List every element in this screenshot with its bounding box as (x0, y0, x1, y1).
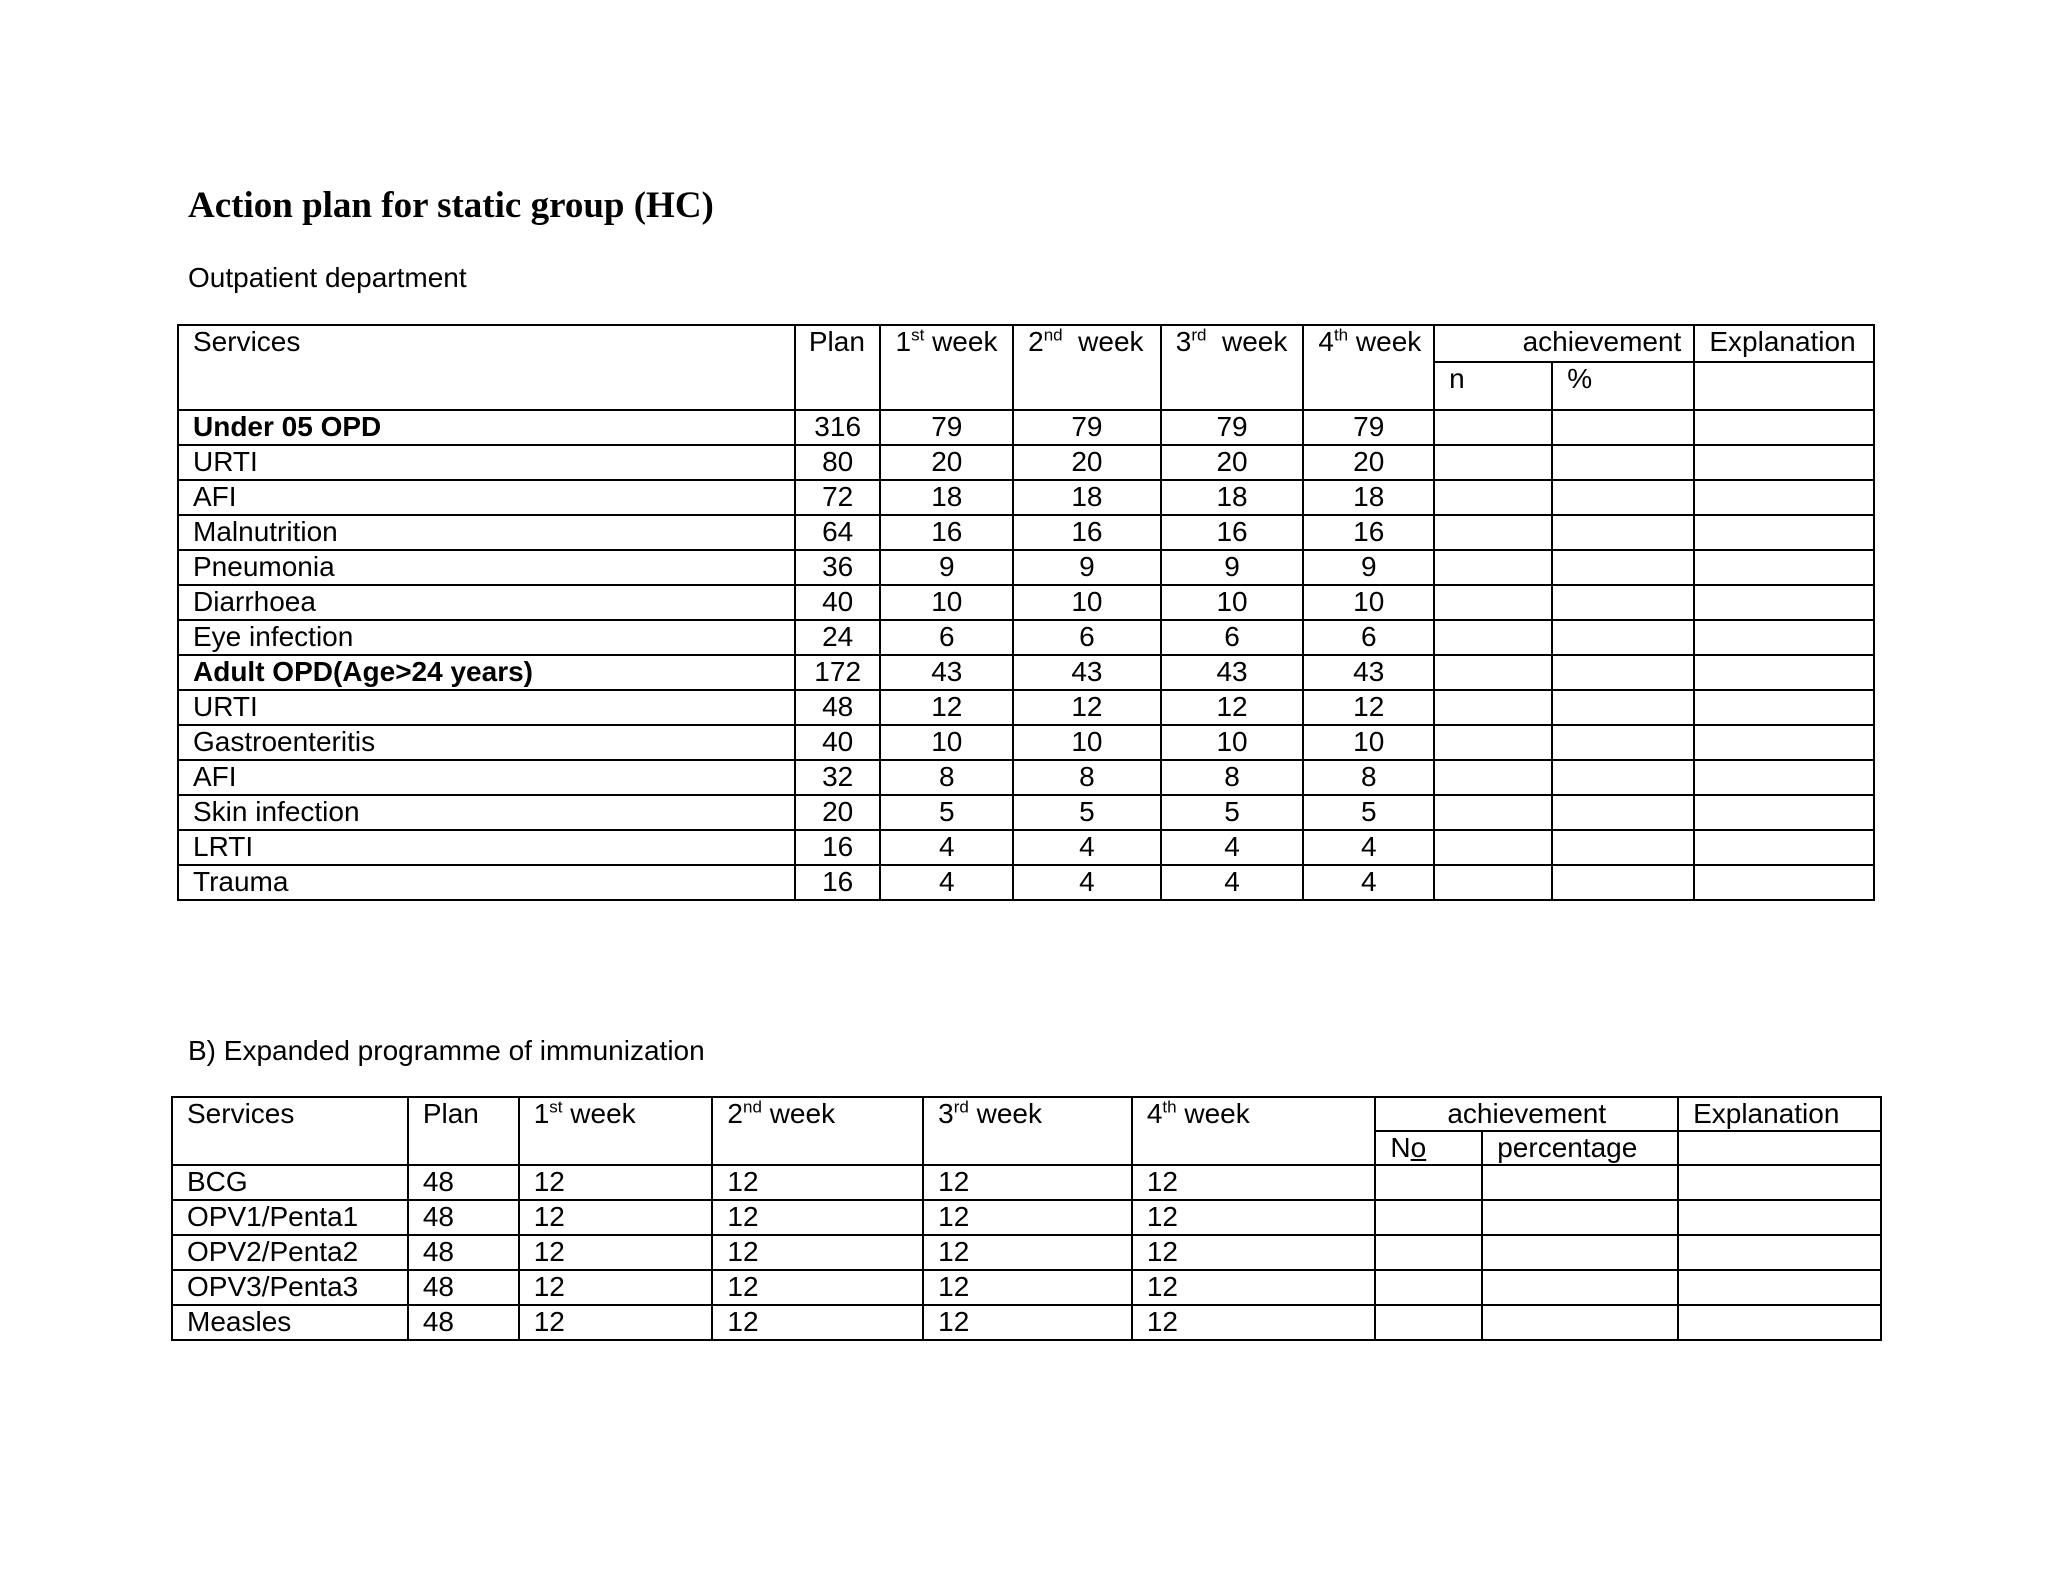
cell-w3: 10 (1161, 725, 1304, 760)
table-row (178, 515, 1874, 550)
cell-w2: 12 (712, 1270, 923, 1305)
epi-services-header: Services (172, 1097, 408, 1165)
cell-explanation (1678, 1200, 1881, 1235)
cell-explanation (1694, 620, 1874, 655)
epi-no-underlined: o (1410, 1132, 1427, 1163)
cell-achievement-percent (1482, 1165, 1678, 1200)
week1-word: week (924, 326, 998, 357)
cell-achievement-n (1434, 480, 1552, 515)
cell-w3: 20 (1161, 445, 1304, 480)
cell-service: Under 05 OPD (178, 410, 795, 445)
week1-sup: st (911, 325, 925, 345)
epi-explanation-sub-cell (1678, 1131, 1881, 1165)
cell-w1: 9 (880, 550, 1013, 585)
cell-service: OPV2/Penta2 (172, 1235, 408, 1270)
cell-w2: 12 (1013, 690, 1161, 725)
epi-week1-sup: st (549, 1097, 563, 1117)
epi-week3-header (923, 1097, 1132, 1165)
cell-w3: 5 (1161, 795, 1304, 830)
cell-plan: 32 (795, 760, 881, 795)
cell-w3: 10 (1161, 585, 1304, 620)
cell-achievement-n (1375, 1165, 1482, 1200)
cell-achievement-percent (1552, 480, 1694, 515)
cell-w3: 18 (1161, 480, 1304, 515)
table-row (172, 1270, 1881, 1305)
table-row (178, 725, 1874, 760)
cell-w2: 10 (1013, 585, 1161, 620)
cell-w2: 4 (1013, 865, 1161, 900)
cell-service: AFI (178, 480, 795, 515)
cell-w2: 8 (1013, 760, 1161, 795)
cell-w1: 12 (519, 1305, 713, 1340)
cell-w1: 43 (880, 655, 1013, 690)
cell-plan: 48 (408, 1200, 519, 1235)
cell-service: Adult OPD(Age>24 years) (178, 655, 795, 690)
cell-plan: 72 (795, 480, 881, 515)
cell-achievement-n (1434, 795, 1552, 830)
cell-plan: 40 (795, 585, 881, 620)
cell-plan: 48 (795, 690, 881, 725)
cell-plan: 48 (408, 1235, 519, 1270)
cell-w2: 12 (712, 1235, 923, 1270)
epi-week1-header (519, 1097, 713, 1165)
cell-w2: 79 (1013, 410, 1161, 445)
cell-w4: 9 (1303, 550, 1434, 585)
cell-plan: 36 (795, 550, 881, 585)
cell-w3: 6 (1161, 620, 1304, 655)
cell-explanation (1694, 795, 1874, 830)
cell-w3: 12 (923, 1165, 1132, 1200)
cell-service: URTI (178, 445, 795, 480)
epi-no-header (1375, 1131, 1482, 1165)
cell-achievement-n (1375, 1270, 1482, 1305)
cell-w4: 5 (1303, 795, 1434, 830)
cell-w4: 20 (1303, 445, 1434, 480)
table-row (178, 480, 1874, 515)
cell-service: AFI (178, 760, 795, 795)
cell-explanation (1694, 585, 1874, 620)
cell-achievement-percent (1552, 725, 1694, 760)
epi-week3-sup: rd (953, 1097, 969, 1117)
table-row (178, 655, 1874, 690)
cell-service: Skin infection (178, 795, 795, 830)
cell-w2: 12 (712, 1305, 923, 1340)
cell-plan: 48 (408, 1270, 519, 1305)
cell-w1: 10 (880, 725, 1013, 760)
cell-w1: 79 (880, 410, 1013, 445)
cell-w4: 12 (1132, 1235, 1376, 1270)
cell-w1: 10 (880, 585, 1013, 620)
cell-w1: 12 (519, 1270, 713, 1305)
cell-achievement-percent (1552, 760, 1694, 795)
epi-section-title: B) Expanded programme of immunization (188, 1035, 705, 1066)
cell-achievement-n (1434, 620, 1552, 655)
week3-num: 3 (1175, 326, 1192, 357)
cell-achievement-n (1434, 550, 1552, 585)
cell-w4: 12 (1132, 1270, 1376, 1305)
opd-header-row (178, 325, 1874, 362)
epi-body (172, 1165, 1881, 1340)
cell-w2: 6 (1013, 620, 1161, 655)
cell-service: LRTI (178, 830, 795, 865)
week1-num: 1 (895, 326, 912, 357)
week2-header (1013, 325, 1161, 410)
table-row (172, 1305, 1881, 1340)
week1-header (880, 325, 1013, 410)
cell-plan: 24 (795, 620, 881, 655)
epi-no-main: N (1390, 1132, 1411, 1163)
epi-week3-num: 3 (938, 1098, 954, 1129)
cell-w3: 12 (923, 1270, 1132, 1305)
cell-w1: 12 (519, 1235, 713, 1270)
cell-w3: 12 (1161, 690, 1304, 725)
cell-achievement-percent (1552, 445, 1694, 480)
week4-sup: th (1333, 325, 1349, 345)
cell-achievement-n (1434, 585, 1552, 620)
table-row (178, 830, 1874, 865)
cell-explanation (1694, 550, 1874, 585)
week4-num: 4 (1318, 326, 1334, 357)
cell-explanation (1694, 865, 1874, 900)
cell-achievement-n (1434, 725, 1552, 760)
cell-explanation (1678, 1305, 1881, 1340)
cell-w4: 43 (1303, 655, 1434, 690)
cell-achievement-percent (1482, 1200, 1678, 1235)
cell-service: Gastroenteritis (178, 725, 795, 760)
cell-service: Trauma (178, 865, 795, 900)
cell-achievement-n (1434, 410, 1552, 445)
epi-percentage-header: percentage (1482, 1131, 1678, 1165)
cell-achievement-n (1375, 1235, 1482, 1270)
epi-week2-num: 2 (727, 1098, 743, 1129)
cell-service: Pneumonia (178, 550, 795, 585)
cell-w1: 6 (880, 620, 1013, 655)
epi-header-row (172, 1097, 1881, 1131)
cell-achievement-percent (1552, 830, 1694, 865)
epi-explanation-header: Explanation (1678, 1097, 1881, 1131)
cell-w2: 12 (712, 1165, 923, 1200)
epi-week1-word: week (562, 1098, 636, 1129)
cell-explanation (1678, 1235, 1881, 1270)
table-row (178, 690, 1874, 725)
table-row (172, 1200, 1881, 1235)
cell-plan: 64 (795, 515, 881, 550)
cell-w4: 4 (1303, 865, 1434, 900)
cell-explanation (1694, 480, 1874, 515)
epi-week4-num: 4 (1146, 1098, 1163, 1129)
cell-achievement-n (1434, 445, 1552, 480)
cell-achievement-n (1375, 1305, 1482, 1340)
plan-header: Plan (795, 325, 881, 410)
explanation-sub-cell (1694, 362, 1874, 410)
cell-w1: 8 (880, 760, 1013, 795)
cell-service: Malnutrition (178, 515, 795, 550)
cell-w2: 16 (1013, 515, 1161, 550)
cell-explanation (1694, 515, 1874, 550)
cell-achievement-percent (1482, 1305, 1678, 1340)
week3-word: week (1206, 326, 1288, 357)
week3-header (1161, 325, 1304, 410)
cell-w3: 12 (923, 1235, 1132, 1270)
cell-w1: 4 (880, 830, 1013, 865)
week2-word: week (1062, 326, 1144, 357)
epi-week2-sup: nd (743, 1097, 762, 1117)
cell-achievement-n (1434, 515, 1552, 550)
cell-plan: 40 (795, 725, 881, 760)
cell-w3: 16 (1161, 515, 1304, 550)
cell-w3: 4 (1161, 830, 1304, 865)
epi-week4-header (1132, 1097, 1376, 1165)
cell-achievement-percent (1482, 1235, 1678, 1270)
cell-w3: 12 (923, 1305, 1132, 1340)
cell-service: Diarrhoea (178, 585, 795, 620)
cell-w3: 43 (1161, 655, 1304, 690)
cell-w2: 5 (1013, 795, 1161, 830)
cell-achievement-percent (1552, 690, 1694, 725)
cell-w4: 16 (1303, 515, 1434, 550)
page-title: Action plan for static group (HC) (188, 185, 714, 226)
cell-explanation (1694, 725, 1874, 760)
cell-explanation (1694, 410, 1874, 445)
cell-w1: 5 (880, 795, 1013, 830)
cell-w3: 4 (1161, 865, 1304, 900)
table-row (172, 1235, 1881, 1270)
explanation-header: Explanation (1694, 325, 1874, 362)
cell-w4: 12 (1132, 1200, 1376, 1235)
cell-w3: 9 (1161, 550, 1304, 585)
cell-plan: 48 (408, 1165, 519, 1200)
cell-w2: 10 (1013, 725, 1161, 760)
table-row (178, 445, 1874, 480)
epi-achievement-header: achievement (1375, 1097, 1678, 1131)
cell-plan: 16 (795, 830, 881, 865)
cell-w2: 20 (1013, 445, 1161, 480)
table-row (172, 1165, 1881, 1200)
cell-service: OPV1/Penta1 (172, 1200, 408, 1235)
cell-w4: 6 (1303, 620, 1434, 655)
cell-service: URTI (178, 690, 795, 725)
cell-w2: 43 (1013, 655, 1161, 690)
opd-body (178, 410, 1874, 900)
cell-service: Eye infection (178, 620, 795, 655)
epi-week4-sup: th (1162, 1097, 1177, 1117)
cell-achievement-n (1375, 1200, 1482, 1235)
cell-achievement-percent (1552, 795, 1694, 830)
cell-achievement-percent (1552, 550, 1694, 585)
cell-w1: 12 (880, 690, 1013, 725)
cell-achievement-percent (1552, 515, 1694, 550)
cell-explanation (1678, 1270, 1881, 1305)
cell-w4: 12 (1132, 1305, 1376, 1340)
table-row (178, 550, 1874, 585)
cell-explanation (1694, 655, 1874, 690)
opd-table (177, 324, 1875, 901)
table-row (178, 585, 1874, 620)
cell-achievement-n (1434, 830, 1552, 865)
epi-table (171, 1096, 1882, 1341)
week2-sup: nd (1043, 325, 1063, 345)
cell-explanation (1694, 830, 1874, 865)
week3-sup: rd (1191, 325, 1207, 345)
cell-w4: 79 (1303, 410, 1434, 445)
cell-w1: 20 (880, 445, 1013, 480)
cell-w3: 12 (923, 1200, 1132, 1235)
epi-week3-word: week (968, 1098, 1042, 1129)
epi-plan-header: Plan (408, 1097, 519, 1165)
week2-num: 2 (1028, 326, 1044, 357)
cell-explanation (1694, 445, 1874, 480)
table-row (178, 410, 1874, 445)
cell-plan: 316 (795, 410, 881, 445)
table-row (178, 620, 1874, 655)
achievement-header: achievement (1434, 325, 1694, 362)
cell-achievement-percent (1552, 410, 1694, 445)
cell-achievement-n (1434, 655, 1552, 690)
cell-plan: 48 (408, 1305, 519, 1340)
cell-achievement-n (1434, 690, 1552, 725)
cell-achievement-percent (1552, 655, 1694, 690)
n-header: n (1434, 362, 1552, 410)
epi-week4-word: week (1176, 1098, 1250, 1129)
cell-achievement-percent (1552, 620, 1694, 655)
cell-plan: 80 (795, 445, 881, 480)
table-row (178, 795, 1874, 830)
cell-w2: 12 (712, 1200, 923, 1235)
cell-explanation (1678, 1165, 1881, 1200)
table-row (178, 865, 1874, 900)
cell-achievement-n (1434, 760, 1552, 795)
epi-week2-header (712, 1097, 923, 1165)
cell-achievement-percent (1552, 865, 1694, 900)
cell-achievement-percent (1482, 1270, 1678, 1305)
cell-w4: 18 (1303, 480, 1434, 515)
cell-service: Measles (172, 1305, 408, 1340)
epi-week1-num: 1 (533, 1098, 550, 1129)
cell-service: BCG (172, 1165, 408, 1200)
cell-w1: 12 (519, 1165, 713, 1200)
cell-w1: 16 (880, 515, 1013, 550)
cell-w4: 12 (1132, 1165, 1376, 1200)
cell-w2: 9 (1013, 550, 1161, 585)
table-row (178, 760, 1874, 795)
opd-section-title: Outpatient department (188, 262, 467, 293)
cell-w2: 4 (1013, 830, 1161, 865)
cell-explanation (1694, 690, 1874, 725)
cell-w4: 8 (1303, 760, 1434, 795)
cell-w1: 12 (519, 1200, 713, 1235)
cell-service: OPV3/Penta3 (172, 1270, 408, 1305)
cell-plan: 20 (795, 795, 881, 830)
cell-achievement-percent (1552, 585, 1694, 620)
cell-achievement-n (1434, 865, 1552, 900)
cell-w3: 8 (1161, 760, 1304, 795)
cell-w2: 18 (1013, 480, 1161, 515)
week4-header (1303, 325, 1434, 410)
cell-plan: 172 (795, 655, 881, 690)
cell-plan: 16 (795, 865, 881, 900)
week4-word: week (1348, 326, 1422, 357)
services-header: Services (178, 325, 795, 410)
cell-w1: 18 (880, 480, 1013, 515)
cell-w4: 12 (1303, 690, 1434, 725)
cell-w1: 4 (880, 865, 1013, 900)
cell-w3: 79 (1161, 410, 1304, 445)
epi-week2-word: week (761, 1098, 836, 1129)
cell-explanation (1694, 760, 1874, 795)
cell-w4: 10 (1303, 585, 1434, 620)
cell-w4: 4 (1303, 830, 1434, 865)
percent-header: % (1552, 362, 1694, 410)
cell-w4: 10 (1303, 725, 1434, 760)
